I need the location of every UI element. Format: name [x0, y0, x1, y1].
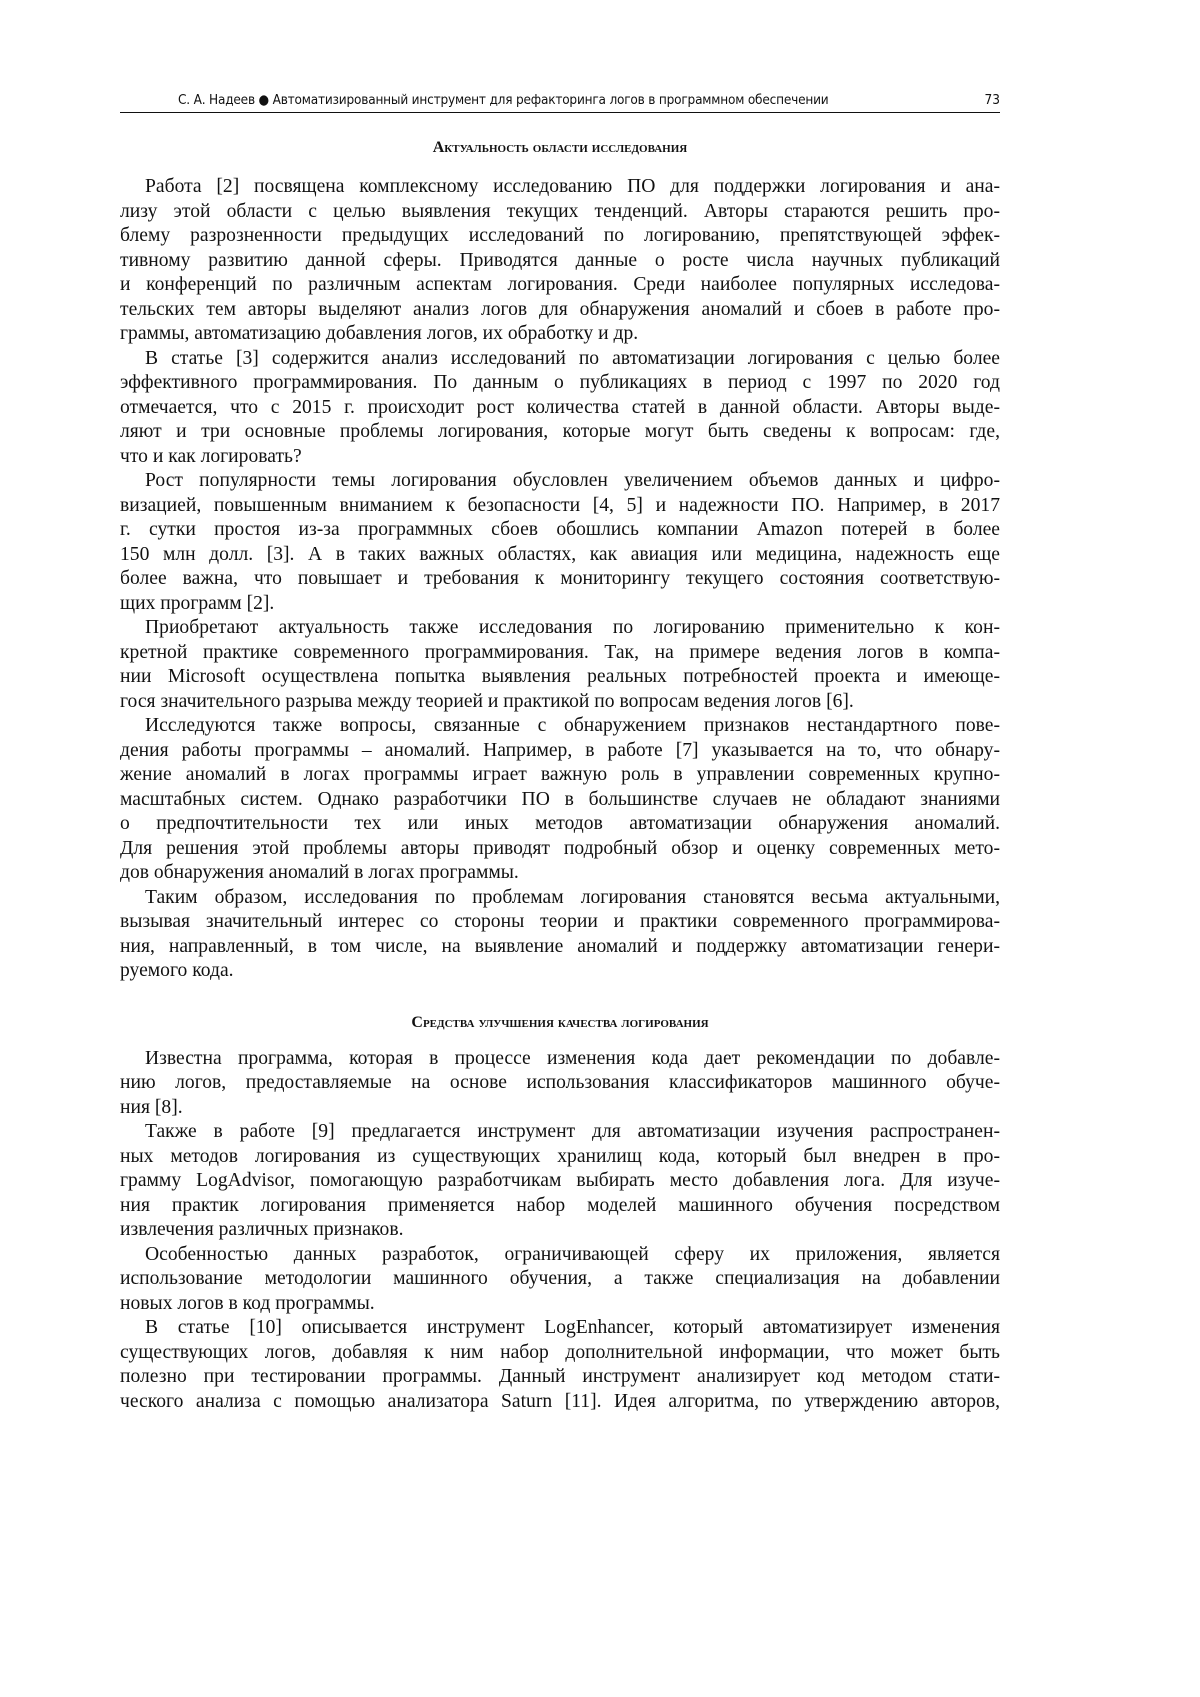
paragraph — [120, 616, 1000, 714]
text-line: что и как логировать? — [120, 445, 1000, 470]
text-line: тельских тем авторы выделяют анализ логов для обнаружения аномалий и сбоев в работе про- — [120, 298, 1000, 323]
running-header — [120, 88, 1000, 113]
text-line: использование методологии машинного обучения, а также специализация на добавлении — [120, 1267, 1000, 1292]
text-line: полезно при тестировании программы. Данный инструмент анализирует код методом стати- — [120, 1365, 1000, 1390]
text-line: В статье [3] содержится анализ исследований по автоматизации логирования с целью более — [120, 347, 1000, 372]
text-line: дов обнаружения аномалий в логах программы. — [120, 861, 1000, 886]
text-line: грамму LogAdvisor, помогающую разработчикам выбирать место добавления лога. Для изуче- — [120, 1169, 1000, 1194]
text-line: и конференций по различным аспектам логирования. Среди наиболее популярных исследова- — [120, 273, 1000, 298]
text-line: В статье [10] описывается инструмент LogEnhancer, который автоматизирует изменения — [120, 1316, 1000, 1341]
paragraph — [120, 175, 1000, 347]
paragraph — [120, 886, 1000, 984]
paragraph — [120, 1120, 1000, 1243]
text-line: щих программ [2]. — [120, 592, 1000, 617]
text-line: нии Microsoft осуществлена попытка выявления реальных потребностей проекта и имеюще- — [120, 665, 1000, 690]
text-line: Также в работе [9] предлагается инструмент для автоматизации изучения распространен- — [120, 1120, 1000, 1145]
text-line: Исследуются также вопросы, связанные с обнаружением признаков нестандартного пове- — [120, 714, 1000, 739]
text-line: жение аномалий в логах программы играет важную роль в управлении современных крупно- — [120, 763, 1000, 788]
text-line: о предпочтительности тех или иных методов автоматизации обнаружения аномалий. — [120, 812, 1000, 837]
text-line: граммы, автоматизацию добавления логов, их обработку и др. — [120, 322, 1000, 347]
text-line: масштабных систем. Однако разработчики ПО в большинстве случаев не обладают знаниями — [120, 788, 1000, 813]
paragraph — [120, 347, 1000, 470]
text-line: тивному развитию данной сферы. Приводятся данные о росте числа научных публикаций — [120, 249, 1000, 274]
text-line: Для решения этой проблемы авторы приводят подробный обзор и оценку современных мето- — [120, 837, 1000, 862]
text-line: извлечения различных признаков. — [120, 1218, 1000, 1243]
text-line: нию логов, предоставляемые на основе использования классификаторов машинного обуче- — [120, 1071, 1000, 1096]
text-line: существующих логов, добавляя к ним набор дополнительной информации, что может быть — [120, 1341, 1000, 1366]
text-line: ных методов логирования из существующих хранилищ кода, который был внедрен в про- — [120, 1145, 1000, 1170]
text-line: 150 млн долл. [3]. А в таких важных областях, как авиация или медицина, надежность еще — [120, 543, 1000, 568]
section-heading: Средства улучшения качества логирования — [120, 1012, 1000, 1034]
section-heading: Актуальность области исследования — [120, 137, 1000, 159]
text-line: визацией, повышенным вниманием к безопасности [4, 5] и надежности ПО. Например, в 2017 — [120, 494, 1000, 519]
running-header-title: С. А. Надеев ● Автоматизированный инструмент для рефакторинга логов в программном обеспечении — [178, 92, 829, 108]
text-line: кретной практике современного программирования. Так, на примере ведения логов в компа- — [120, 641, 1000, 666]
text-line: ческого анализа с помощью анализатора Saturn [11]. Идея алгоритма, по утверждению авторов, — [120, 1390, 1000, 1415]
text-line: Работа [2] посвящена комплексному исследованию ПО для поддержки логирования и ана- — [120, 175, 1000, 200]
text-line: Известна программа, которая в процессе изменения кода дает рекомендации по добавле- — [120, 1047, 1000, 1072]
paragraph — [120, 1047, 1000, 1121]
text-line: Рост популярности темы логирования обусловлен увеличением объемов данных и цифро- — [120, 469, 1000, 494]
text-line: ляют и три основные проблемы логирования, которые могут быть сведены к вопросам: где, — [120, 420, 1000, 445]
paragraph — [120, 1243, 1000, 1317]
text-line: Особенностью данных разработок, ограничивающей сферу их приложения, является — [120, 1243, 1000, 1268]
paragraph — [120, 469, 1000, 616]
text-line: г. сутки простоя из-за программных сбоев обошлись компании Amazon потерей в более — [120, 518, 1000, 543]
article-body — [120, 137, 1000, 1414]
text-line: ния [8]. — [120, 1096, 1000, 1121]
text-line: руемого кода. — [120, 959, 1000, 984]
text-line: новых логов в код программы. — [120, 1292, 1000, 1317]
text-line: отмечается, что с 2015 г. происходит рост количества статей в данной области. Авторы выде- — [120, 396, 1000, 421]
text-line: гося значительного разрыва между теорией и практикой по вопросам ведения логов [6]. — [120, 690, 1000, 715]
text-line: ния практик логирования применяется набор моделей машинного обучения посредством — [120, 1194, 1000, 1219]
text-line: Приобретают актуальность также исследования по логированию применительно к кон- — [120, 616, 1000, 641]
text-line: Таким образом, исследования по проблемам логирования становятся весьма актуальными, — [120, 886, 1000, 911]
paragraph — [120, 1316, 1000, 1414]
text-line: лизу этой области с целью выявления текущих тенденций. Авторы стараются решить про- — [120, 200, 1000, 225]
text-line: блему разрозненности предыдущих исследований по логированию, препятствующей эффек- — [120, 224, 1000, 249]
paragraph — [120, 714, 1000, 886]
text-line: эффективного программирования. По данным о публикациях в период с 1997 по 2020 год — [120, 371, 1000, 396]
page-number: 73 — [985, 92, 1000, 108]
text-line: вызывая значительный интерес со стороны теории и практики современного программирова- — [120, 910, 1000, 935]
text-line: ния, направленный, в том числе, на выявление аномалий и поддержку автоматизации генери- — [120, 935, 1000, 960]
text-line: более важна, что повышает и требования к мониторингу текущего состояния соответствую- — [120, 567, 1000, 592]
text-line: дения работы программы – аномалий. Например, в работе [7] указывается на то, что обнару- — [120, 739, 1000, 764]
